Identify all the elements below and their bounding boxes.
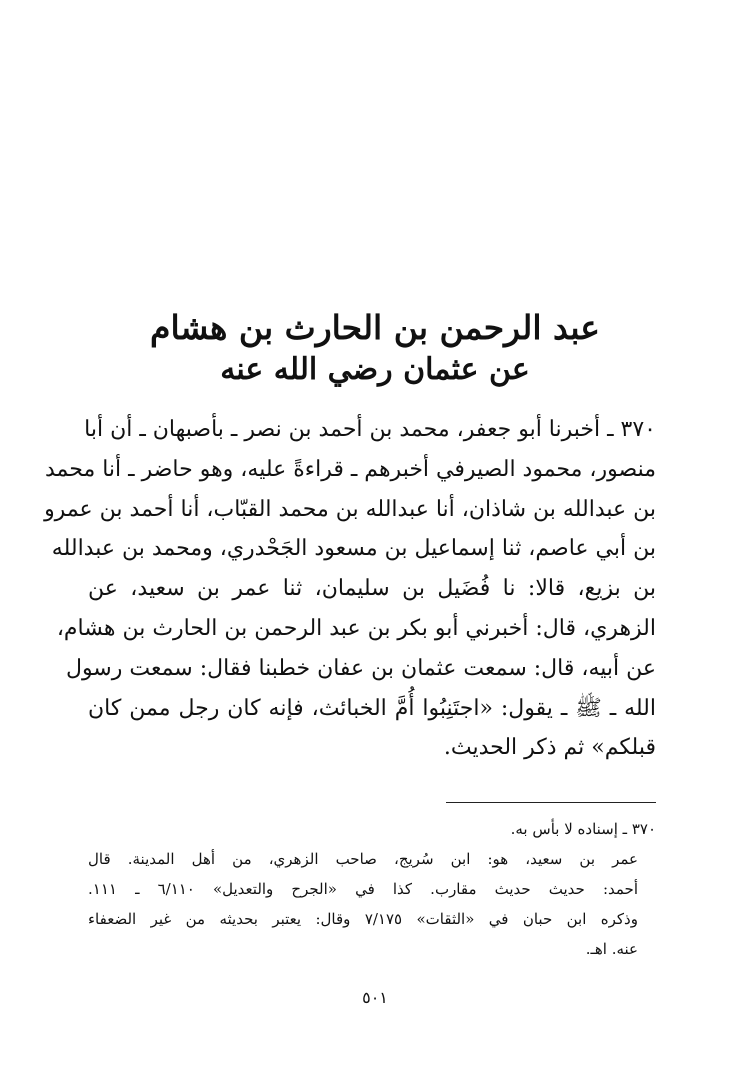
hadith-text bbox=[44, 410, 656, 768]
page-number: ٥٠١ bbox=[362, 988, 388, 1007]
text-line: بن بزيع، قالا: نا فُضَيل بن سليمان، ثنا عمر بن سعيد، عن bbox=[88, 576, 656, 602]
text-line: عن أبيه، قال: سمعت عثمان بن عفان خطبنا فقال: سمعت رسول bbox=[65, 655, 656, 681]
footnote-line: وذكره ابن حبان في «الثقات» ٧/١٧٥ وقال: يعتبر بحديثه من غير الضعفاء bbox=[88, 910, 638, 928]
text-line: الزهري، قال: أخبرني أبو بكر بن عبد الرحمن بن الحارث بن هشام، bbox=[56, 615, 656, 641]
text-line: منصور، محمود الصيرفي أخبرهم ـ قراءةً عليه، وهو حاضر ـ أنا محمد bbox=[44, 456, 656, 482]
footnote-line: عنه. اهـ. bbox=[585, 940, 638, 958]
text-line: الله ـ ﷺ ـ يقول: «اجتَنِبُوا أُمَّ الخبائث، فإنه كان رجل ممن كان bbox=[88, 695, 656, 721]
footnote-line: أحمد: حديث حديث مقارب. كذا في «الجرح والتعديل» ٦/١١٠ ـ ١١١. bbox=[88, 880, 638, 898]
chapter-subtitle: عن عثمان رضي الله عنه bbox=[220, 352, 530, 387]
footnote bbox=[88, 814, 656, 964]
text-line: ٣٧٠ ـ أخبرنا أبو جعفر، محمد بن أحمد بن نصر ـ بأصبهان ـ أن أبا bbox=[84, 417, 656, 442]
footnote-line: ٣٧٠ ـ إسناده لا بأس به. bbox=[510, 820, 656, 838]
chapter-title: عبد الرحمن بن الحارث بن هشام bbox=[150, 308, 600, 347]
footnote-line: عمر بن سعيد، هو: ابن سُريج، صاحب الزهري، من أهل المدينة. قال bbox=[88, 850, 638, 868]
text-line: بن عبدالله بن شاذان، أنا عبدالله بن محمد القبّاب، أنا أحمد بن عمرو bbox=[44, 496, 656, 522]
text-line: بن أبي عاصم، ثنا إسماعيل بن مسعود الجَحْدري، ومحمد بن عبدالله bbox=[51, 536, 656, 562]
footnote-divider bbox=[446, 802, 656, 803]
text-line: قبلكم» ثم ذكر الحديث. bbox=[443, 735, 656, 761]
